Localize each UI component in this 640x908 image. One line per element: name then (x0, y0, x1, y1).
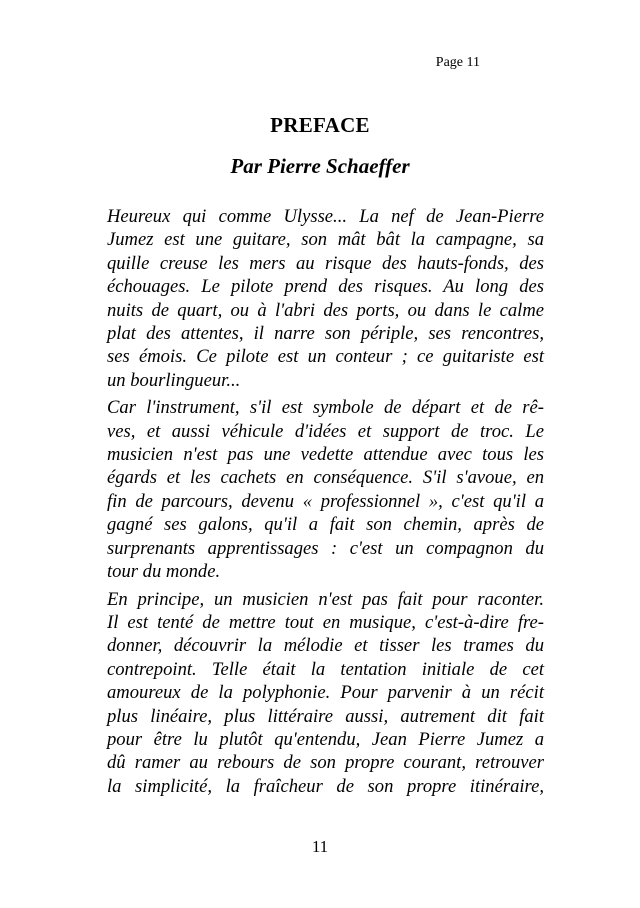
text-line: fin de parcours, devenu « professionnel », c'est qu'il a (107, 490, 544, 512)
text-line: surprenants apprentissages : c'est un compagnon du (107, 537, 544, 559)
page-title: PREFACE (270, 113, 370, 137)
text-line: Il est tenté de mettre tout en musique, c'est-à-dire fre- (107, 611, 544, 633)
text-line: musicien n'est pas une vedette attendue avec tous les (107, 444, 544, 466)
paragraph (107, 205, 544, 392)
paragraph (107, 588, 544, 799)
page-number: 11 (311, 837, 329, 856)
text-line: la simplicité, la fraîcheur de son propre itinéraire, (107, 775, 544, 797)
text-line: En principe, un musicien n'est pas fait pour raconter. (107, 588, 544, 610)
text-line: ves, et aussi véhicule d'idées et support de troc. Le (107, 420, 544, 442)
text-line: ses émois. Ce pilote est un conteur ; ce guitariste est (107, 346, 544, 368)
text-line: pour être lu plutôt qu'entendu, Jean Pierre Jumez a (107, 728, 544, 750)
text-line: donner, découvrir la mélodie et tisser les trames du (107, 635, 544, 657)
text-line: tour du monde. (107, 561, 221, 583)
text-line: Heureux qui comme Ulysse... La nef de Jean-Pierre (107, 206, 544, 227)
text-line: amoureux de la polyphonie. Pour parvenir à un récit (107, 682, 544, 704)
text-line: gagné ses galons, qu'il a fait son chemin, après de (107, 514, 544, 536)
text-line: plus linéaire, plus littéraire aussi, autrement dit fait (107, 705, 544, 727)
author-line: Par Pierre Schaeffer (230, 154, 410, 178)
body-text (107, 205, 544, 802)
text-line: Car l'instrument, s'il est symbole de départ et de rê- (107, 397, 544, 419)
text-line: quille creuse les mers au risque des hauts-fonds, des (107, 252, 544, 274)
text-line: échouages. Le pilote prend des risques. Au long des (107, 276, 544, 298)
text-line: un bourlingueur... (107, 369, 241, 391)
text-line: nuits de quart, ou à l'abri des ports, ou dans le calme (107, 299, 544, 321)
text-line: égards et les cachets en conséquence. S'il s'avoue, en (107, 467, 544, 489)
text-line: dû ramer au rebours de son propre courant, retrouver (107, 752, 544, 774)
text-line: Jumez est une guitare, son mât bât la campagne, sa (107, 229, 544, 251)
text-line: plat des attentes, il narre son périple, ses rencontres, (107, 323, 544, 345)
text-line: contrepoint. Telle était la tentation initiale de cet (107, 658, 544, 680)
paragraph (107, 396, 544, 583)
running-header-page-label: Page 11 (435, 55, 480, 70)
